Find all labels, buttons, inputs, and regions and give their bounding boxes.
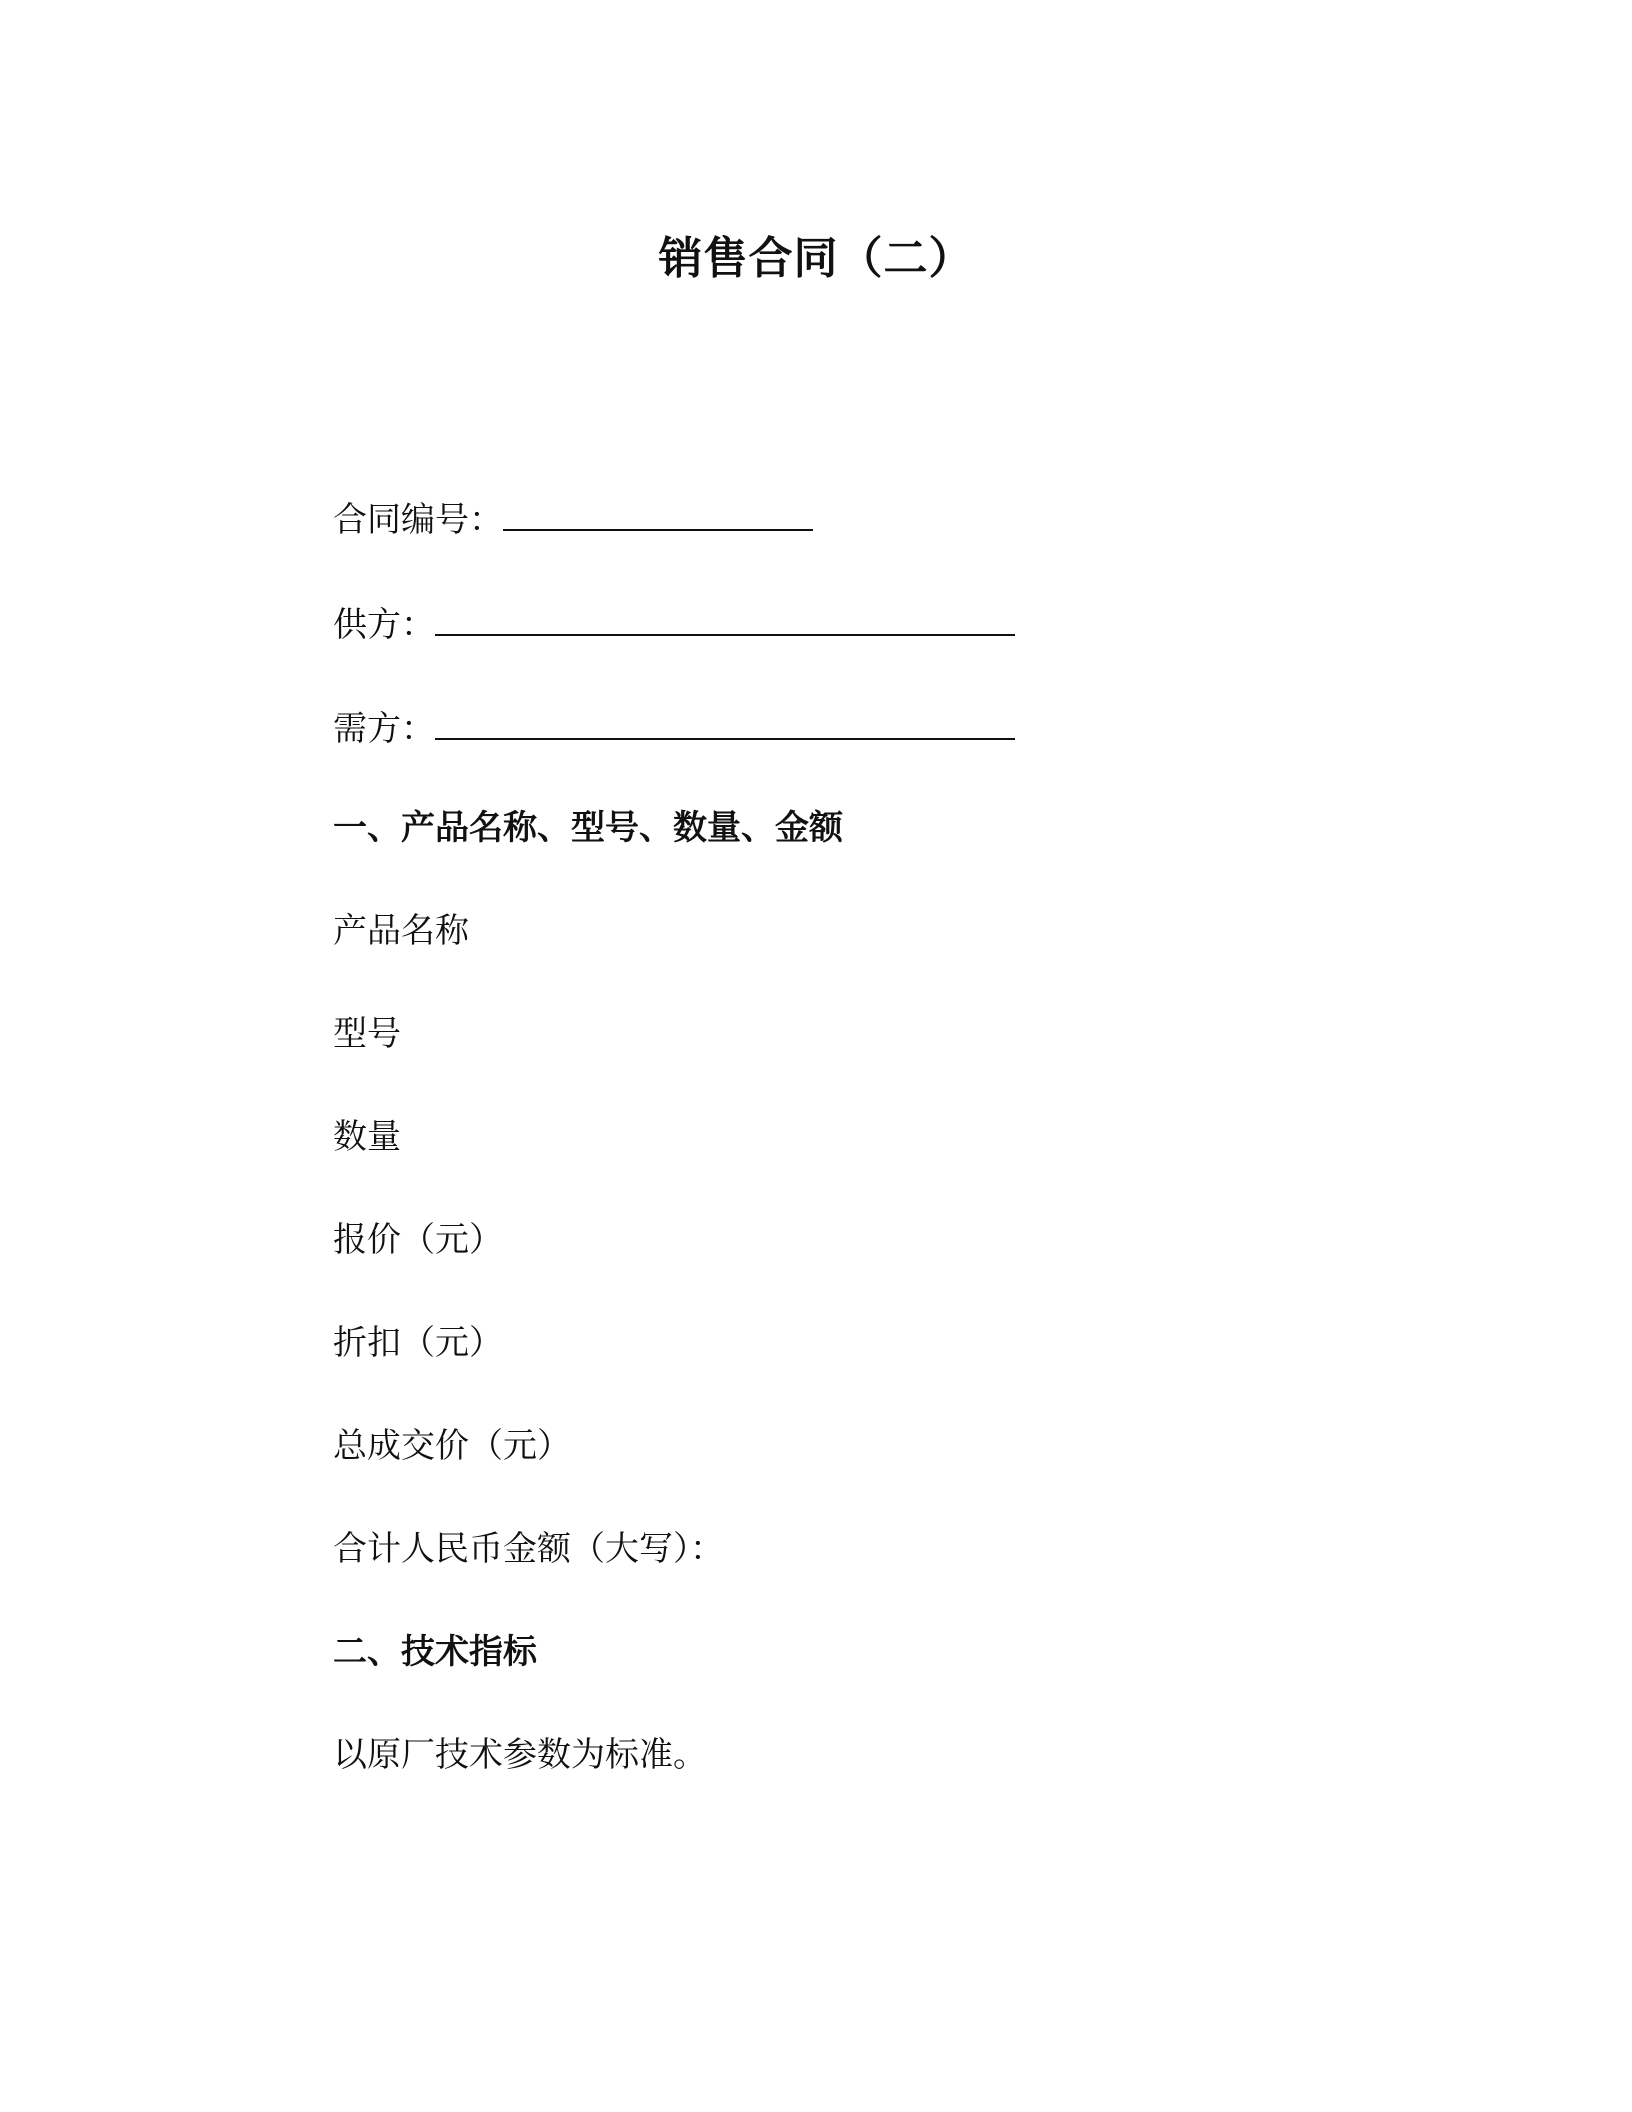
buyer-field [333, 705, 1015, 753]
document-title: 销售合同（二） [658, 233, 974, 284]
item-model: 型号 [333, 1014, 401, 1054]
contract-number-label: 合同编号： [333, 500, 503, 540]
section2-body: 以原厂技术参数为标准。 [333, 1735, 707, 1775]
item-total-price: 总成交价（元） [333, 1426, 571, 1466]
supplier-blank[interactable] [435, 610, 1015, 636]
section1-heading: 一、产品名称、型号、数量、金额 [333, 808, 843, 848]
section2-heading: 二、技术指标 [333, 1632, 537, 1672]
contract-number-field [333, 496, 813, 544]
buyer-label: 需方： [333, 709, 435, 749]
item-product-name: 产品名称 [333, 911, 469, 951]
item-discount: 折扣（元） [333, 1323, 503, 1363]
supplier-field [333, 601, 1015, 649]
item-total-rmb-uppercase: 合计人民币金额（大写）： [333, 1529, 724, 1569]
item-quantity: 数量 [333, 1117, 401, 1157]
item-quote: 报价（元） [333, 1220, 503, 1260]
buyer-blank[interactable] [435, 714, 1015, 740]
supplier-label: 供方： [333, 605, 435, 645]
contract-number-blank[interactable] [503, 505, 813, 531]
